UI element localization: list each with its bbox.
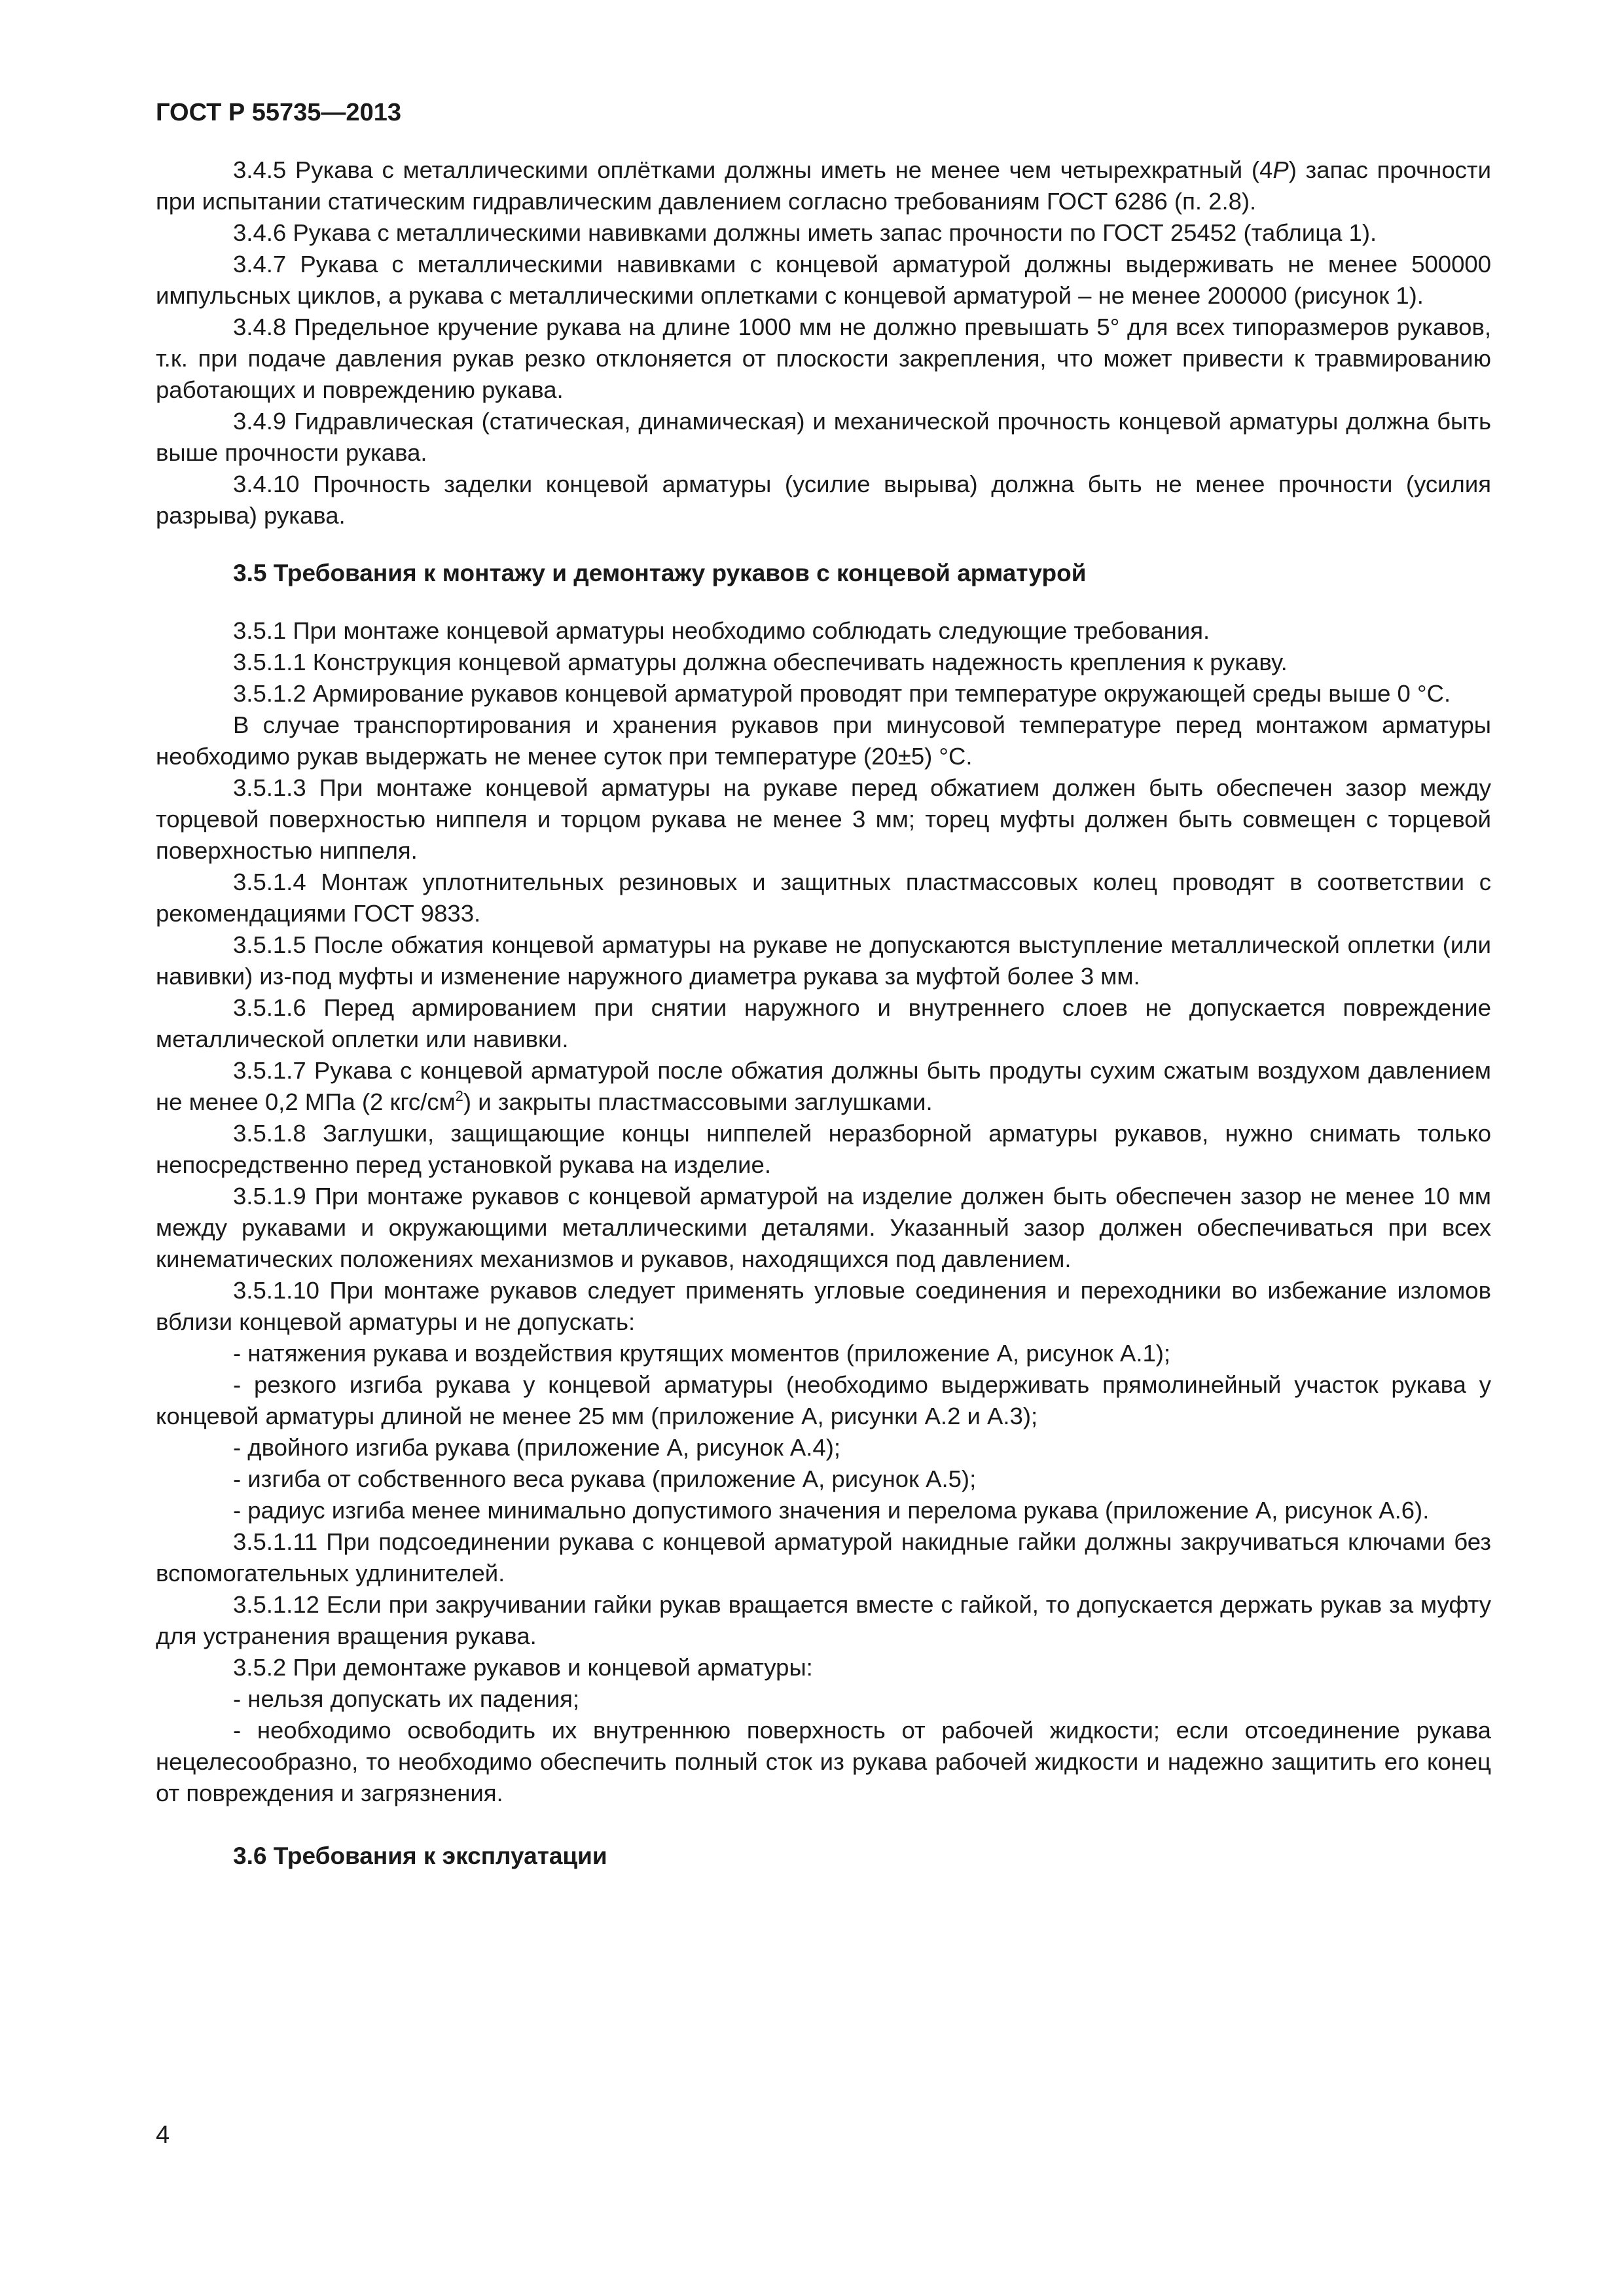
paragraph-3-4-6: 3.4.6 Рукава с металлическими навивками должны иметь запас прочности по ГОСТ 25452 (таблица 1). xyxy=(233,219,1377,246)
paragraph-3-5-1: 3.5.1 При монтаже концевой арматуры необходимо соблюдать следующие требования. xyxy=(233,617,1210,644)
paragraph-3-4-7: 3.4.7 Рукава с металлическими навивками с концевой арматурой должны выдерживать не менее 500000 импульсных циклов, а рукава с металлическими оплетками с концевой арматурой – не менее 200000 (рисунок 1). xyxy=(156,251,1491,309)
paragraph-3-5-1-1: 3.5.1.1 Конструкция концевой арматуры должна обеспечивать надежность крепления к рукаву. xyxy=(233,649,1288,675)
paragraph-3-5-2: 3.5.2 При демонтаже рукавов и концевой арматуры: xyxy=(233,1654,813,1681)
list-item-sharp-bend: - резкого изгиба рукава у концевой арматуры (необходимо выдерживать прямолинейный участок рукава у концевой арматуры длиной не менее 25 мм (приложение А, рисунки А.2 и А.3); xyxy=(156,1371,1491,1429)
paragraph-3-5-1-4: 3.5.1.4 Монтаж уплотнительных резиновых и защитных пластмассовых колец проводят в соответствии с рекомендациями ГОСТ 9833. xyxy=(156,869,1491,927)
paragraph-3-4-5: 3.4.5 Рукава с металлическими оплётками должны иметь не менее чем четырехкратный (4P) запас прочности при испытании статическим гидравлическим давлением согласно требованиям ГОСТ 6286 (п. 2.8). xyxy=(156,156,1491,215)
list-item-drain-fluid: - необходимо освободить их внутреннюю поверхность от рабочей жидкости; если отсоединение рукава нецелесообразно, то необходимо обеспечить полный сток из рукава рабочей жидкости и надежно защитить его конец от повреждения и загрязнения. xyxy=(156,1717,1491,1806)
list-item-own-weight: - изгиба от собственного веса рукава (приложение А, рисунок А.5); xyxy=(233,1465,977,1492)
list-item-tension: - натяжения рукава и воздействия крутящих моментов (приложение А, рисунок А.1); xyxy=(233,1340,1171,1367)
paragraph-3-5-1-6: 3.5.1.6 Перед армированием при снятии наружного и внутреннего слоев не допускается повреждение металлической оплетки или навивки. xyxy=(156,994,1491,1052)
paragraph-3-5-1-11: 3.5.1.11 При подсоединении рукава с концевой арматурой накидные гайки должны закручиваться ключами без вспомогательных удлинителей. xyxy=(156,1528,1491,1587)
document-page xyxy=(156,97,1491,1872)
paragraph-3-5-1-8: 3.5.1.8 Заглушки, защищающие концы ниппелей неразборной арматуры рукавов, нужно снимать только непосредственно перед установкой рукава на изделие. xyxy=(156,1120,1491,1178)
section-heading-3-6: 3.6 Требования к эксплуатации xyxy=(233,1842,607,1869)
paragraph-3-5-1-2: 3.5.1.2 Армирование рукавов концевой арматурой проводят при температуре окружающей среды выше 0 °С. xyxy=(233,680,1451,707)
list-item-bend-radius: - радиус изгиба менее минимально допустимого значения и перелома рукава (приложение А, рисунок А.6). xyxy=(233,1497,1430,1524)
paragraph-3-5-1-5: 3.5.1.5 После обжатия концевой арматуры на рукаве не допускаются выступление металлической оплетки (или навивки) из-под муфты и изменение наружного диаметра рукава за муфтой более 3 мм. xyxy=(156,931,1491,990)
list-item-double-bend: - двойного изгиба рукава (приложение А, рисунок А.4); xyxy=(233,1434,841,1461)
paragraph-3-5-1-9: 3.5.1.9 При монтаже рукавов с концевой арматурой на изделие должен быть обеспечен зазор не менее 10 мм между рукавами и окружающими металлическими деталями. Указанный зазор должен обеспечиваться при всех кинематических положениях механизмов и рукавов, находящихся под давлением. xyxy=(156,1183,1491,1272)
list-item-no-drop: - нельзя допускать их падения; xyxy=(233,1685,579,1712)
document-header: ГОСТ Р 55735—2013 xyxy=(156,99,401,126)
section-heading-3-5: 3.5 Требования к монтажу и демонтажу рукавов с концевой арматурой xyxy=(233,560,1087,586)
paragraph-3-4-8: 3.4.8 Предельное кручение рукава на длине 1000 мм не должно превышать 5° для всех типоразмеров рукавов, т.к. при подаче давления рукав резко отклоняется от плоскости закрепления, что может привести к травмированию работающих и повреждению рукава. xyxy=(156,314,1491,403)
paragraph-3-5-1-3: 3.5.1.3 При монтаже концевой арматуры на рукаве перед обжатием должен быть обеспечен зазор между торцевой поверхностью ниппеля и торцом рукава не менее 3 мм; торец муфты должен быть совмещен с торцевой поверхностью ниппеля. xyxy=(156,774,1491,864)
paragraph-3-4-10: 3.4.10 Прочность заделки концевой арматуры (усилие вырыва) должна быть не менее прочности (усилия разрыва) рукава. xyxy=(156,471,1491,529)
paragraph-3-5-1-10: 3.5.1.10 При монтаже рукавов следует применять угловые соединения и переходники во избежание изломов вблизи концевой арматуры и не допускать: xyxy=(156,1277,1491,1335)
paragraph-storage-note: В случае транспортирования и хранения рукавов при минусовой температуре перед монтажом арматуры необходимо рукав выдержать не менее суток при температуре (20±5) °С. xyxy=(156,711,1491,770)
paragraph-3-4-9: 3.4.9 Гидравлическая (статическая, динамическая) и механической прочность концевой арматуры должна быть выше прочности рукава. xyxy=(156,408,1491,466)
paragraph-3-5-1-7: 3.5.1.7 Рукава с концевой арматурой после обжатия должны быть продуты сухим сжатым воздухом давлением не менее 0,2 МПа (2 кгс/$см^2$) и закрыты пластмассовыми заглушками. xyxy=(156,1057,1491,1115)
page-number: 4 xyxy=(156,2121,170,2149)
paragraph-3-5-1-12: 3.5.1.12 Если при закручивании гайки рукав вращается вместе с гайкой, то допускается держать рукав за муфту для устранения вращения рукава. xyxy=(156,1591,1491,1649)
